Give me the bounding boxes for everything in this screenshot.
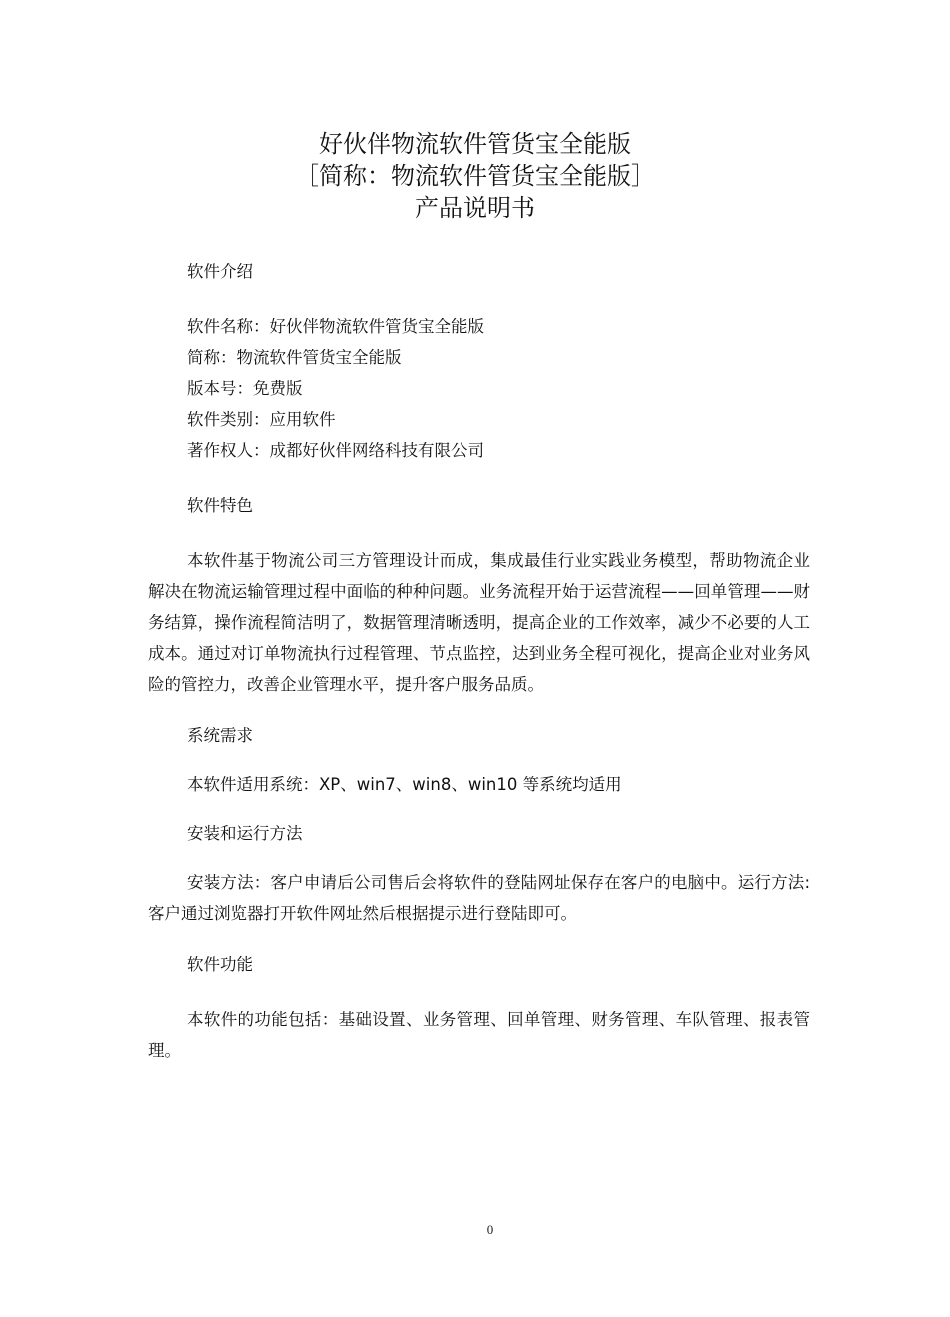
title-line-3: 产品说明书 bbox=[415, 194, 535, 222]
functions-paragraph: 本软件的功能包括：基础设置、业务管理、回单管理、财务管理、车队管理、报表管理。 bbox=[148, 1010, 810, 1060]
title-line-1: 好伙伴物流软件管货宝全能版 bbox=[319, 130, 631, 158]
section-heading-requirements: 系统需求 bbox=[187, 726, 253, 745]
requirements-paragraph: 本软件适用系统：XP、win7、win8、win10 等系统均适用 bbox=[187, 775, 622, 794]
section-heading-features: 软件特色 bbox=[187, 496, 253, 515]
section-heading-install: 安装和运行方法 bbox=[187, 824, 303, 843]
info-short-name: 简称：物流软件管货宝全能版 bbox=[187, 348, 402, 367]
info-copyright-holder: 著作权人：成都好伙伴网络科技有限公司 bbox=[187, 441, 484, 460]
document-body bbox=[148, 256, 810, 1066]
info-version: 版本号：免费版 bbox=[187, 379, 303, 398]
page-number: 0 bbox=[486, 1222, 494, 1237]
section-heading-intro: 软件介绍 bbox=[187, 262, 253, 281]
title-line-2: ［简称：物流软件管货宝全能版］ bbox=[295, 162, 655, 190]
features-paragraph: 本软件基于物流公司三方管理设计而成，集成最佳行业实践业务模型，帮助物流企业解决在物流运输管理过程中面临的种种问题。业务流程开始于运营流程——回单管理——财务结算，操作流程简洁明了，数据管理清晰透明，提高企业的工作效率，减少不必要的人工成本。通过对订单物流执行过程管理、节点监控，达到业务全程可视化，提高企业对业务风险的管控力，改善企业管理水平，提升客户服务品质。 bbox=[148, 551, 810, 694]
document-title bbox=[0, 128, 950, 224]
section-heading-functions: 软件功能 bbox=[187, 955, 253, 974]
install-paragraph: 安装方法：客户申请后公司售后会将软件的登陆网址保存在客户的电脑中。运行方法:客户通过浏览器打开软件网址然后根据提示进行登陆即可。 bbox=[148, 873, 810, 923]
info-software-name: 软件名称：好伙伴物流软件管货宝全能版 bbox=[187, 317, 484, 336]
info-category: 软件类别：应用软件 bbox=[187, 410, 336, 429]
